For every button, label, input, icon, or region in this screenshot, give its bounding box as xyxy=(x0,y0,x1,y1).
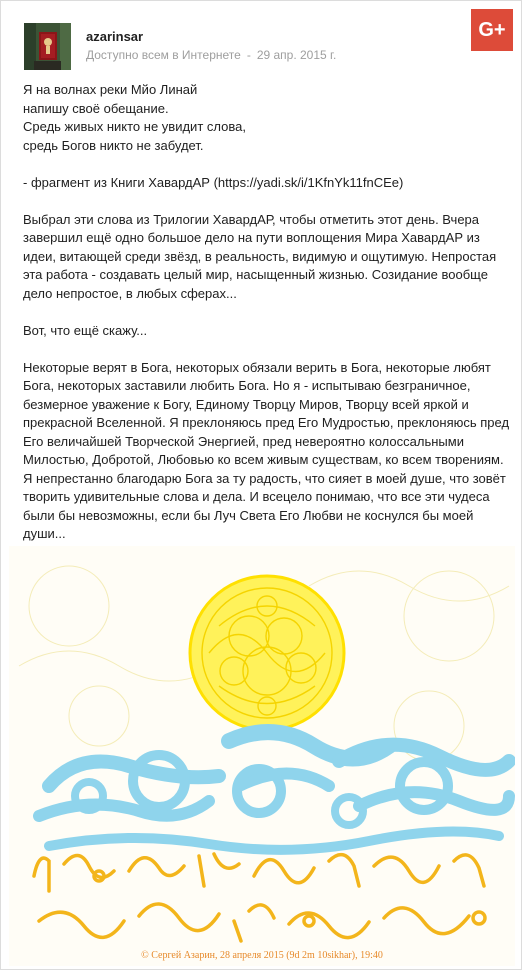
author-name[interactable]: azarinsar xyxy=(86,29,144,44)
meta-separator: - xyxy=(246,48,251,62)
wave-ornament xyxy=(39,732,509,850)
artwork xyxy=(9,546,515,966)
script-ornament xyxy=(34,854,485,941)
post-image[interactable] xyxy=(9,546,515,966)
sun-ornament xyxy=(190,576,344,730)
poem-line: напишу своё обещание. xyxy=(23,100,169,116)
paragraph: Некоторые верят в Бога, некоторых обязали верить в Бога, некоторые любят Бога, некоторых заставили любить Бога. Но я - испытываю безграничное, безмерное уважение к Богу, Единому Творцу Миров, Творцу всей яркой и прекрасной Вселенной. Я преклоняюсь пред Его Мудростью, преклоняюсь пред Его величайшей Творческой Энергией, пред невероятно колоссальными Милостью, Добротой, Любовью ко всем живым существам, ко всем творениям. Я непрестанно благодарю Бога за ту радость, что сияет в моей душе, что зовёт творить удивительные слова и дела. И всецело понимаю, что все эти чудеса были бы невозможны, если бы Луч Света Его Любви не коснулся бы моей души... xyxy=(23,359,510,541)
paragraph: Вот, что ещё скажу... xyxy=(23,322,148,338)
google-plus-share-button[interactable] xyxy=(471,9,513,51)
avatar-image xyxy=(24,23,71,70)
post-body xyxy=(23,81,513,562)
poem xyxy=(23,81,513,155)
paragraph: Выбрал эти слова из Трилогии ХавардАР, чтобы отметить этот день. Вчера завершил ещё одно большое дело на пути воплощения Мира ХавардАР из идеи, витающей среди звёзд, в реальность, видимую и ощутимую. Непростая эта работа - создавать целый мир, насыщенный жизнью. Созидание вообще дело непростое, в любых сферах... xyxy=(23,211,497,301)
avatar[interactable] xyxy=(24,23,71,70)
post-meta xyxy=(86,48,336,62)
poem-line: Средь живых никто не увидит слова, xyxy=(23,119,246,134)
image-caption: © Сергей Азарин, 28 апреля 2015 (9d 2m 10sikhar), 19:40 xyxy=(141,950,383,961)
google-plus-icon: G+ xyxy=(478,18,506,41)
poem-line: Я на волнах реки Мйо Линай xyxy=(23,82,198,97)
post-date[interactable]: 29 апр. 2015 г. xyxy=(256,48,337,62)
visibility-label[interactable]: Доступно всем в Интернете xyxy=(86,48,241,62)
poem-line: средь Богов никто не забудет. xyxy=(23,137,204,153)
fragment-source: - фрагмент из Книги ХавардАР (https://yadi.sk/i/1KfnYk11fnCEe) xyxy=(23,174,404,190)
